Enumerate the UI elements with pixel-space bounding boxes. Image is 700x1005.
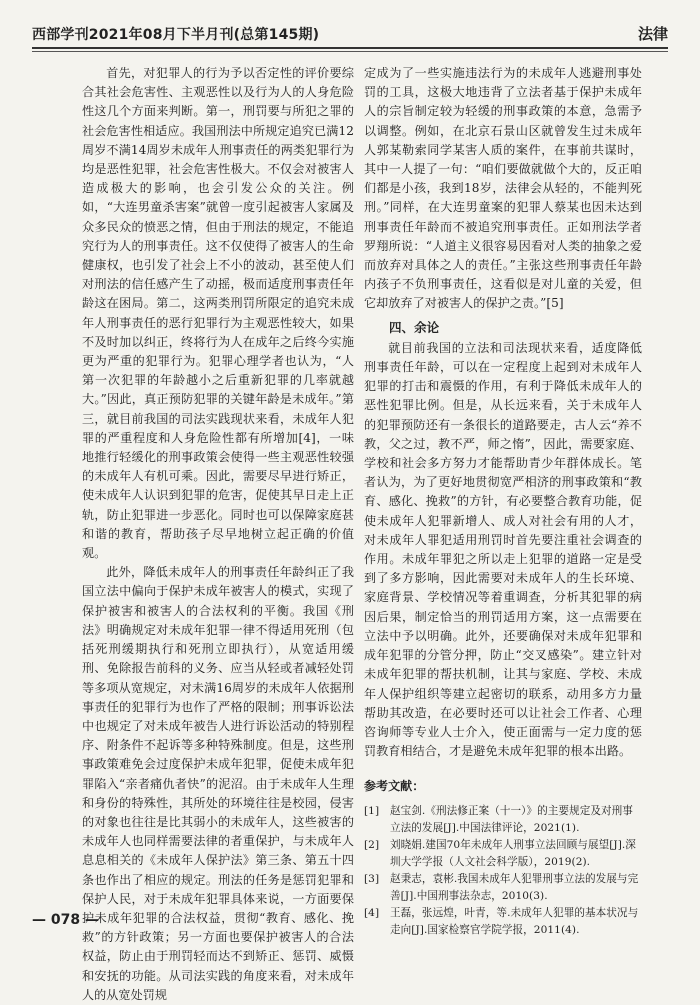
reference-item	[364, 803, 642, 837]
section-label: 法律	[637, 25, 668, 43]
reference-number: [4]	[364, 906, 380, 919]
journal-title: 西部学刊2021年08月下半月刊(总第145期)	[32, 27, 320, 43]
reference-number: [3]	[364, 872, 380, 885]
references-heading: 参考文献：	[364, 779, 425, 794]
reference-text: 赵宝剑.《刑法修正案（十一）》的主要规定及对刑事立法的发展[J].中国法律评论，2021(1).	[390, 804, 633, 834]
paragraph: 就目前我国的立法和司法现状来看，适度降低刑事责任年龄，可以在一定程度上起到对未成年人犯罪的打击和震慑的作用，有利于降低未成年人的恶性犯罪比例。但是，从长远来看，关于未成年人的犯罪预防还有一条很长的道路要走，古人云“养不教，父之过，教不严，师之惰”，因此，需要家庭、学校和社会多方努力才能帮助青少年群体成长。笔者认为，为了更好地贯彻宽严相济的刑事政策和“教育、感化、挽救”的方针，有必要整合教育功能，促使未成年人犯罪新增人、成人对社会有用的人才，对未成年人罪犯适用刑罚时首先要注重社会调查的作用。未成年罪犯之所以走上犯罪的道路一定是受到了多方影响，因此需要对未成年人的生长环境、家庭背景、学校情况等着重调查，分析其犯罪的病因后果，制定恰当的刑罚适用方案，这一点需要在立法中予以明确。此外，还要确保对未成年犯罪和成年犯罪的分管分押，防止“交叉感染”。建立针对未成年犯罪的帮扶机制，让其与家庭、学校、未成年人保护组织等建立起密切的联系，动用多方力量帮助其改造，在必要时还可以让社会工作者、心理咨询师等专业人士介入，使正面需与一定力度的惩罚教育相结合，才是避免未成年犯罪的根本出路。	[364, 340, 642, 759]
header-rule-thin	[32, 51, 668, 52]
header-rule-thick	[32, 47, 668, 49]
page-header	[32, 14, 668, 44]
section-heading: 四、余论	[389, 319, 440, 335]
reference-text: 刘晓娟.建国70年未成年人刑事立法回顾与展望[J].深圳大学学报（人文社会科学版），2019(2).	[390, 838, 636, 868]
reference-text: 王磊，张远煌，叶青，等.未成年人犯罪的基本状况与走向[J].国家检察官学院学报，2011(4).	[390, 906, 639, 936]
reference-text: 赵秉志，袁彬.我国未成年人犯罪刑事立法的发展与完善[J].中国刑事法杂志，2010(3).	[390, 872, 639, 902]
paragraph: 首先，对犯罪人的行为予以否定性的评价要综合其社会危害性、主观恶性以及行为人的人身危险性这几个方面来判断。第一，刑罚要与所犯之罪的社会危害性相适应。我国刑法中所规定追究已满12周岁不满14周岁未成年人刑事责任的两类犯罪行为均是恶性犯罪，社会危害性极大。不仅会对被害人造成极大的影响，也会引发公众的关注。例如，“大连男童杀害案”就曾一度引起被害人家属及众多民众的愤恶之情，但由于刑法的规定，不能追究行为人的刑事责任。这不仅使得了被害人的生命健康权，也引发了社会上不小的波动，甚至使人们对刑法的信任感产生了动摇，极而适度刑事责任年龄这在困局。第二，这两类刑罚所限定的追究未成年人刑事责任的恶行犯罪行为主观恶性较大，如果不及时加以纠正，终将行为人在成年之后终今实施更为严重的犯罪行为。犯罪心理学者也认为，“人第一次犯罪的年龄越小之后重新犯罪的几率就越大。”因此，真正预防犯罪的关键年龄是未成年。”第三，就目前我国的司法实践现状来看，未成年人犯罪的严重程度和人身危险性都有所增加[4]，一味地推行轻缓化的刑事政策会使得一些主观恶性较强的未成年人有机可乘。因此，需要尽早进行矫正，使未成年人认识到犯罪的危害，促使其早日走上正轨，防止犯罪进一步恶化。同时也可以保障家庭甚和谐的教育，帮助孩子尽早地树立起正确的价值观。	[82, 66, 354, 561]
reference-number: [2]	[364, 838, 380, 851]
reference-item	[364, 905, 642, 939]
reference-number: [1]	[364, 804, 380, 817]
paragraph: 定成为了一些实施违法行为的未成年人逃避刑事处罚的工具，这极大地违背了立法者基于保护未成年人的宗旨制定较为轻缓的刑事政策的本意，急需予以调整。例如，在北京石景山区就曾发生过未成年人郭某勒索同学某害人质的案件，在事前共谋时，其中一人提了一句：“咱们要做就做个大的，反正咱们都是小孩，我到18岁，法律会从轻的，不能判死刑。”同样，在大连男童案的犯罪人蔡某也因未达到刑事责任年龄而不被追究刑事责任。正如刑法学者罗翔所说：“人道主义很容易因看对人类的抽象之爱而放弃对具体之人的责任。”主张这些刑事责任年龄内孩子不负刑事责任，这看似是对儿童的关爱，但它却放弃了对被害人的保护之责。”[5]	[364, 66, 642, 311]
reference-item	[364, 871, 642, 905]
paragraph: 此外，降低未成年人的刑事责任年龄纠正了我国立法中偏向于保护未成年被害人的模式，实现了保护被害和被害人的合法权利的平衡。我国《刑法》明确规定对未成年犯罪一律不得适用死刑（包括死刑缓期执行和死刑立即执行），从宽适用缓刑、免除报告前科的义务、应当从轻或者减轻处罚等多项从宽规定，对未满16周岁的未成年人依据刑事责任的犯罪行为也作了严格的限制；刑事诉讼法中也规定了对未成年被告人进行诉讼活动的特别程序、附条件不起诉等多种特殊制度。但是，这些刑事政策难免会过度保护未成年犯罪，促使未成年犯罪陷入“亲者痛仇者快”的泥沼。由于未成年人生理和身份的特殊性，其所处的环境往往是校园，侵害的对象也往往是比其弱小的未成年人，这些被害的未成年人也同样需要法律的者重保护，与未成年人息息相关的《未成年人保护法》第三条、第五十四条也作出了相应的规定。刑法的任务是惩罚犯罪和保护人民，对于未成年犯罪具体来说，一方面要保护未成年犯罪的合法权益，贯彻“教育、感化、挽救”的方针政策；另一方面也要保护被害人的合法权益，防止由于刑罚轻而达不到矫正、惩罚、威慑和安抚的功能。从司法实践的角度来看，对未成年人的从宽处罚规	[82, 565, 354, 1002]
reference-item	[364, 837, 642, 871]
page-number: — 078 —	[32, 912, 99, 928]
right-column	[364, 64, 642, 939]
left-column	[82, 64, 354, 1005]
